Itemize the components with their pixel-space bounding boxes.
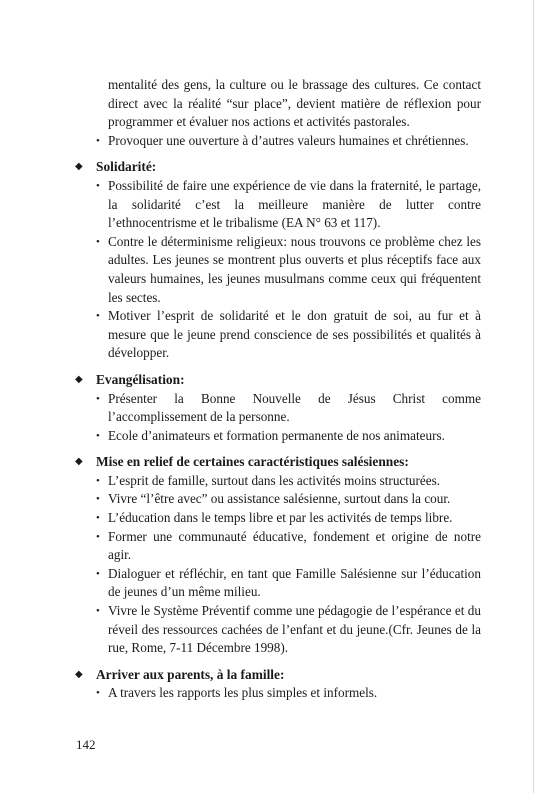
list-item-text: Dialoguer et réfléchir, en tant que Famille Salésienne sur l’éducation de jeunes d’un même milieu. [108, 565, 481, 600]
list-item [76, 233, 481, 307]
bullet-icon: • [96, 429, 100, 442]
list-item-text: Motiver l’esprit de solidarité et le don gratuit de soi, au fur et à mesure que le jeune prend conscience de ses possibilités et qualités à développer. [108, 308, 481, 361]
list-item-text: Présenter la Bonne Nouvelle de Jésus Christ comme l’accomplissement de la personne. [108, 390, 481, 425]
bullet-icon: • [96, 474, 100, 487]
list-item [76, 490, 481, 509]
bullet-icon: • [96, 235, 100, 248]
section-list [76, 390, 481, 446]
page-content [76, 76, 481, 703]
section-solidarite [76, 158, 481, 363]
diamond-icon: ◆ [75, 161, 83, 173]
list-item [76, 177, 481, 233]
list-item [76, 427, 481, 446]
list-item [76, 509, 481, 528]
section-heading [76, 371, 481, 390]
section-evangelisation [76, 371, 481, 445]
diamond-icon: ◆ [75, 456, 83, 468]
bullet-icon: • [96, 530, 100, 543]
bullet-icon: • [96, 392, 100, 405]
section-list [76, 684, 481, 703]
section-list [76, 472, 481, 658]
list-item [76, 528, 481, 565]
diamond-icon: ◆ [75, 668, 83, 680]
section-title: Solidarité: [96, 159, 157, 175]
bullet-icon: • [96, 512, 100, 525]
list-item [76, 307, 481, 363]
intro-paragraph: mentalité des gens, la culture ou le brassage des cultures. Ce contact direct avec la réalité “sur place”, devient matière de réflexion pour programmer et évaluer nos actions et activités pastorales. [108, 77, 481, 130]
section-title: Arriver aux parents, à la famille: [96, 666, 285, 682]
bullet-icon: • [96, 687, 100, 700]
page-number: 142 [76, 737, 96, 752]
bullet-icon: • [96, 134, 100, 147]
bullet-icon: • [96, 179, 100, 192]
list-item-text: L’éducation dans le temps libre et par les activités de temps libre. [108, 510, 453, 526]
list-item [76, 390, 481, 427]
list-item-text: Provoquer une ouverture à d’autres valeurs humaines et chrétiennes. [108, 132, 469, 148]
section-heading [76, 453, 481, 472]
list-item [76, 565, 481, 602]
page-edge [533, 0, 534, 793]
section-title: Evangélisation: [96, 371, 185, 387]
bullet-icon: • [96, 310, 100, 323]
diamond-icon: ◆ [75, 373, 83, 385]
list-item-text: Contre le déterminisme religieux: nous trouvons ce problème chez les adultes. Les jeunes se montrent plus ouverts et plus réceptifs face aux valeurs humaines, les jeunes musulmans comme ceux qui fréquentent les sectes. [108, 233, 481, 305]
list-item-text: Former une communauté éducative, fondement et origine de notre agir. [108, 528, 481, 563]
list-item [76, 602, 481, 658]
section-caracteristiques [76, 453, 481, 658]
intro-list [76, 132, 481, 151]
bullet-icon: • [96, 493, 100, 506]
bullet-icon: • [96, 605, 100, 618]
bullet-icon: • [96, 567, 100, 580]
section-list [76, 177, 481, 363]
list-item-text: Ecole d’animateurs et formation permanente de nos animateurs. [108, 427, 445, 443]
list-item-text: Vivre “l’être avec” ou assistance salésienne, surtout dans la cour. [108, 491, 451, 507]
list-item-text: Possibilité de faire une expérience de vie dans la fraternité, le partage, la solidarité c’est la meilleure manière de lutter contre l’ethnocentrisme et le tribalisme (EA N° 63 et 117). [108, 177, 481, 231]
section-heading [76, 158, 481, 177]
list-item-text: L’esprit de famille, surtout dans les activités moins structurées. [108, 472, 441, 488]
section-title: Mise en relief de certaines caractéristiques salésiennes: [96, 454, 409, 470]
list-item-text: A travers les rapports les plus simples et informels. [108, 685, 378, 701]
list-item [76, 684, 481, 703]
section-heading [76, 666, 481, 685]
list-item [76, 472, 481, 491]
section-parents [76, 666, 481, 703]
list-item [76, 132, 481, 151]
list-item-text: Vivre le Système Préventif comme une pédagogie de l’espérance et du réveil des ressources cachées de l’enfant et du jeune.(Cfr. Jeunes de la rue, Rome, 7-11 Décembre 1998). [108, 603, 481, 656]
